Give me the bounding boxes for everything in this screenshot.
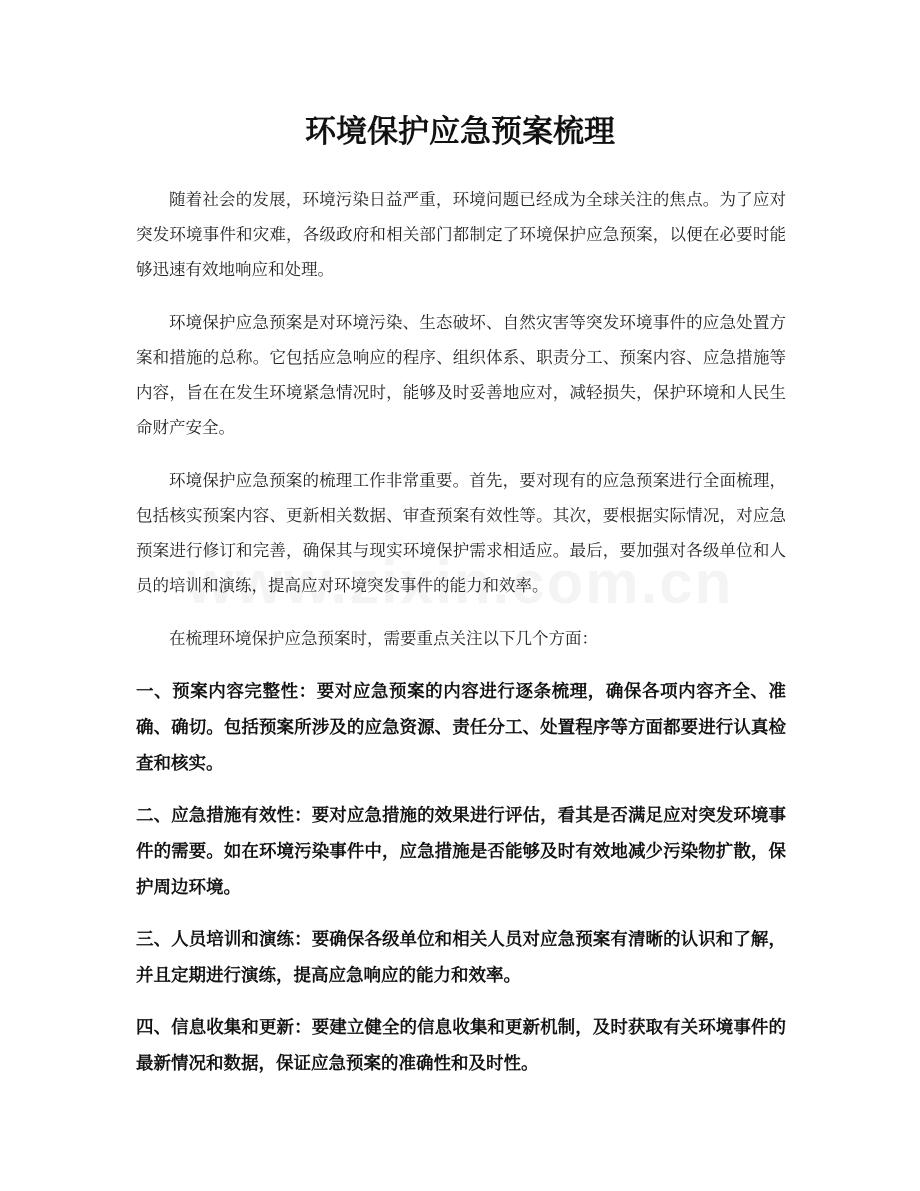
point-info-update: 四、信息收集和更新：要建立健全的信息收集和更新机制，及时获取有关环境事件的最新情况和数据，保证应急预案的准确性和及时性。 (136, 1018, 786, 1074)
page-title: 环境保护应急预案梳理 (305, 114, 615, 150)
point-training-drills: 三、人员培训和演练：要确保各级单位和相关人员对应急预案有清晰的认识和了解，并且定期进行演练，提高应急响应的能力和效率。 (136, 930, 786, 986)
document-body (136, 182, 786, 1098)
point-measure-effectiveness: 二、应急措施有效性：要对应急措施的效果进行评估，看其是否满足应对突发环境事件的需要。如在环境污染事件中，应急措施是否能够及时有效地减少污染物扩散，保护周边环境。 (136, 806, 786, 898)
point-content-completeness: 一、预案内容完整性：要对应急预案的内容进行逐条梳理，确保各项内容齐全、准确、确切。包括预案所涉及的应急资源、责任分工、处置程序等方面都要进行认真检查和核实。 (136, 682, 786, 774)
paragraph-definition: 环境保护应急预案是对环境污染、生态破坏、自然灾害等突发环境事件的应急处置方案和措施的总称。它包括应急响应的程序、组织体系、职责分工、预案内容、应急措施等内容，旨在在发生环境紧急情况时，能够及时妥善地应对，减轻损失，保护环境和人民生命财产安全。 (136, 313, 786, 437)
paragraph-intro: 随着社会的发展，环境污染日益严重，环境问题已经成为全球关注的焦点。为了应对突发环境事件和灾难，各级政府和相关部门都制定了环境保护应急预案，以便在必要时能够迅速有效地响应和处理。 (136, 190, 786, 279)
paragraph-importance: 环境保护应急预案的梳理工作非常重要。首先，要对现有的应急预案进行全面梳理，包括核实预案内容、更新相关数据、审查预案有效性等。其次，要根据实际情况，对应急预案进行修订和完善，确保其与现实环境保护需求相适应。最后，要加强对各级单位和人员的培训和演练，提高应对环境突发事件的能力和效率。 (136, 471, 786, 595)
paragraph-focus-lead: 在梳理环境保护应急预案时，需要重点关注以下几个方面： (169, 629, 598, 648)
